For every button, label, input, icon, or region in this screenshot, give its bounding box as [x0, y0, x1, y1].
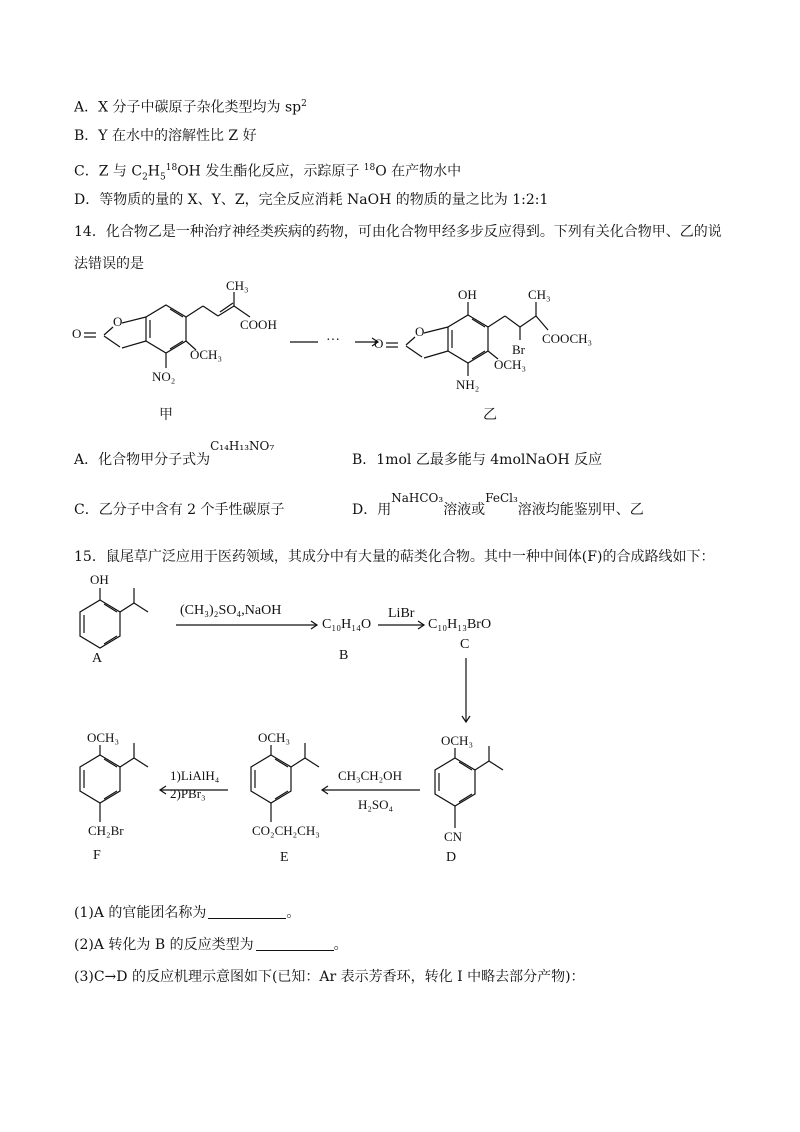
f-benzene-ring	[80, 755, 120, 803]
a-oh: OH	[90, 572, 109, 587]
d-och3: OCH₃	[441, 733, 473, 748]
yi-ch3: CH₃	[528, 287, 551, 302]
option-13a: A．X 分子中碳原子杂化类型均为 $sp^2$	[74, 99, 307, 116]
jia-ch3: CH₃	[226, 278, 249, 293]
yi-och3: OCH₃	[494, 357, 526, 372]
jia-no2: NO₂	[152, 369, 176, 384]
q15-sub1: (1)A 的官能团名称为 。	[74, 905, 301, 921]
option-13c: C．Z 与 $C_2H_5^{18}OH$ 发生酯化反应，示踪原子 $^{18}$O 在产物水中	[74, 163, 462, 183]
jia-ring-o: O	[113, 314, 123, 329]
d-cn: CN	[444, 829, 463, 844]
reagent-de-bottom: H₂SO₄	[358, 797, 394, 812]
yi-carbonyl-o: O	[374, 336, 384, 351]
q15-sub3: (3)C→D 的反应机理示意图如下(已知：Ar 表示芳香环，转化 I 中略去部分产物)：	[74, 969, 585, 985]
c-formula: C₁₀H₁₃BrO	[428, 617, 492, 632]
arrow-dots: ···	[326, 333, 340, 348]
e-label: E	[280, 850, 289, 865]
d-label: D	[446, 850, 457, 865]
a-benzene-ring	[80, 600, 120, 648]
yi-benzene-ring	[448, 315, 488, 363]
jia-label: 甲	[159, 408, 173, 423]
answer-blank-1[interactable]	[208, 904, 286, 919]
option-14d: D．用NaHCO₃溶液或FeCl₃溶液均能鉴别甲、乙	[352, 491, 644, 518]
yi-br: Br	[512, 342, 525, 357]
option-13b: B．Y 在水中的溶解性比 Z 好	[74, 128, 257, 144]
reagent-ef-1: 1)LiAlH₄	[170, 768, 220, 783]
q14-stem-line2: 法错误的是	[74, 256, 144, 272]
f-och3: OCH₃	[87, 730, 119, 745]
yi-oh: OH	[458, 287, 477, 302]
f-label: F	[93, 848, 101, 863]
c-label: C	[460, 637, 470, 652]
reagent-bc: LiBr	[388, 606, 415, 621]
f-ch2br: CH₂Br	[88, 823, 124, 838]
option-13d: D．等物质的量的 X、Y、Z，完全反应消耗 NaOH 的物质的量之比为 1:2:1	[74, 192, 549, 208]
jia-cooh: COOH	[240, 317, 277, 332]
yi-label: 乙	[483, 408, 497, 423]
jia-carbonyl-o: O	[72, 326, 82, 341]
e-och3: OCH₃	[258, 730, 290, 745]
jia-benzene-ring	[146, 305, 186, 353]
yi-cooch3: COOCH₃	[542, 331, 593, 346]
option-14a: A．化合物甲分子式为C₁₄H₁₃NO₇	[74, 439, 275, 468]
e-ester: CO₂CH₂CH₃	[252, 823, 320, 838]
e-benzene-ring	[251, 755, 291, 803]
b-formula: C₁₀H₁₄O	[322, 617, 372, 632]
reagent-ef-2: 2)PBr₃	[170, 786, 206, 801]
yi-nh2: NH₂	[456, 377, 480, 392]
b-label: B	[339, 648, 349, 663]
yi-ring-o: O	[415, 324, 425, 339]
reagent-de-top: CH₃CH₂OH	[338, 768, 402, 783]
d-benzene-ring	[435, 758, 475, 806]
q15-sub2: (2)A 转化为 B 的反应类型为 。	[74, 937, 348, 953]
option-14c: C．乙分子中含有 2 个手性碳原子	[74, 502, 285, 518]
answer-blank-2[interactable]	[256, 936, 334, 951]
option-14b: B．1mol 乙最多能与 4molNaOH 反应	[352, 452, 603, 468]
reagent-ab: (CH₃)₂SO₄,NaOH	[180, 603, 282, 618]
jia-och3: OCH₃	[190, 347, 222, 362]
q14-stem-line1: 14．化合物乙是一种治疗神经类疾病的药物，可由化合物甲经多步反应得到。下列有关化合物甲、乙的说	[74, 224, 722, 240]
a-label: A	[92, 651, 103, 666]
q15-stem: 15．鼠尾草广泛应用于医药领域，其成分中有大量的萜类化合物。其中一种中间体(F)的合成路线如下：	[74, 549, 715, 565]
